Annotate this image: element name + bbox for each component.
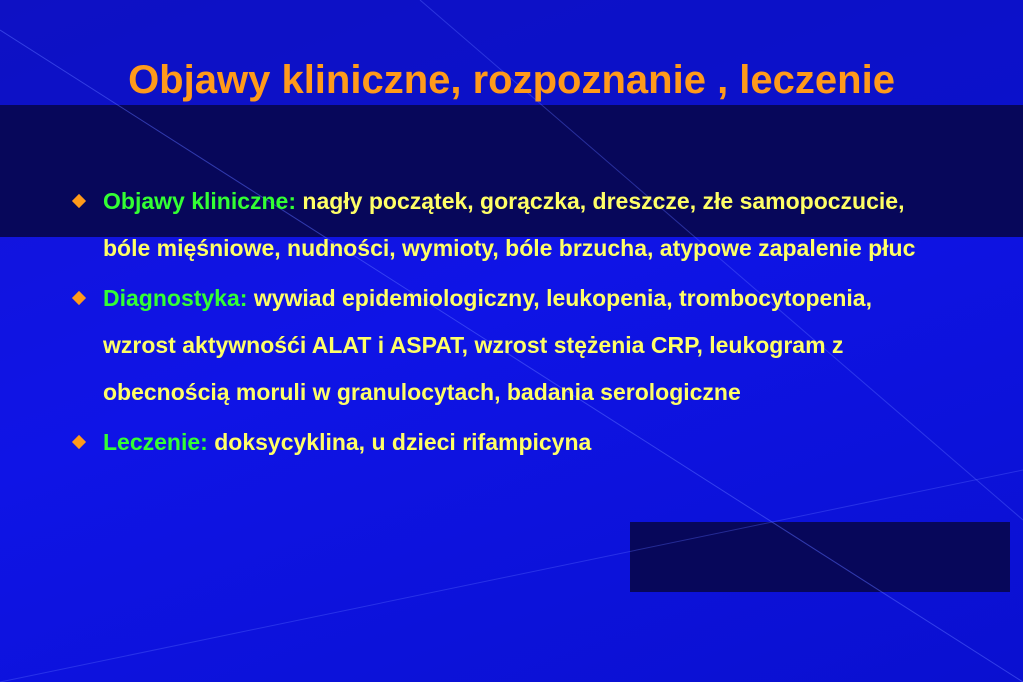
bullet-label: Diagnostyka: <box>103 285 248 311</box>
bullet-text: doksycyklina, u dzieci rifampicyna <box>207 429 592 455</box>
bullet-item-diagnostyka <box>70 275 950 416</box>
bullet-label: Objawy kliniczne: <box>103 188 296 214</box>
bullet-text: wywiad epidemiologiczny, leukopenia, trombocytopenia, wzrost aktywnośći ALAT i ASPAT, wzrost stężenia CRP, leukogram z obecnością moruli w granulocytach, badania serologiczne <box>103 285 872 405</box>
bullet-text: nagły początek, gorączka, dreszcze, złe samopoczucie, bóle mięśniowe, nudności, wymioty, bóle brzucha, atypowe zapalenie płuc <box>103 188 916 261</box>
bullet-item-leczenie <box>70 419 950 466</box>
dark-band-right <box>630 522 1010 592</box>
diamond-bullet-icon <box>72 291 86 305</box>
bullet-label: Leczenie: <box>103 429 208 455</box>
diamond-bullet-icon <box>72 194 86 208</box>
diamond-bullet-icon <box>72 435 86 449</box>
slide-title: Objawy kliniczne, rozpoznanie , leczenie <box>128 58 895 102</box>
bullet-list <box>70 178 950 469</box>
bullet-item-objawy <box>70 178 950 272</box>
